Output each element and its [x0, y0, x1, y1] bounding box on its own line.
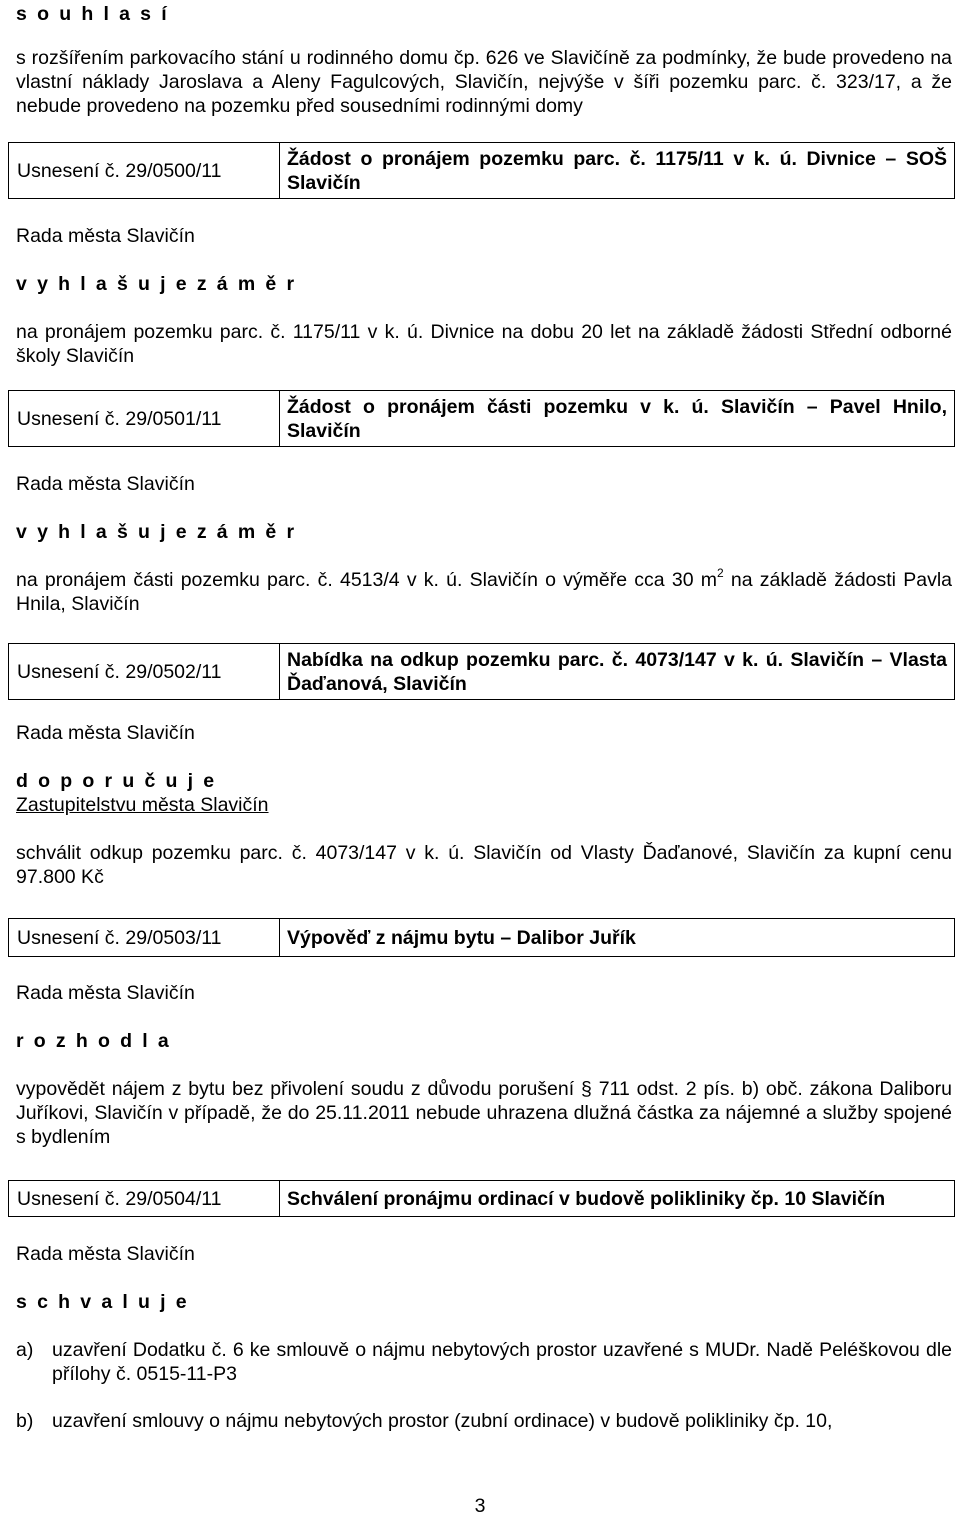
list-item-text: uzavření smlouvy o nájmu nebytových prostor (zubní ordinace) v budově polikliniky čp. 10, — [52, 1410, 833, 1432]
resolution-subject: Výpověď z nájmu bytu – Dalibor Juřík — [280, 919, 955, 957]
resolution-0504-header — [8, 1180, 955, 1217]
list-item-text: uzavření Dodatku č. 6 ke smlouvě o nájmu nebytových prostor uzavřené s MUDr. Nadě Peléškovou dle přílohy č. 0515-11-P3 — [52, 1339, 952, 1385]
resolution-subject: Nabídka na odkup pozemku parc. č. 4073/147 v k. ú. Slavičín – Vlasta Ďaďanová, Slavičín — [280, 644, 955, 700]
list-item — [16, 1409, 952, 1433]
council-name: Rada města Slavičín — [16, 473, 195, 495]
council-name: Rada města Slavičín — [16, 982, 195, 1004]
souhlasi-paragraph: s rozšířením parkovacího stání u rodinného domu čp. 626 ve Slavičíně za podmínky, že bude provedeno na vlastní náklady Jaroslava a Aleny Fagulcových, Slavičín, nejvýše v šíři pozemku parc. č. 323/17, a že nebude provedeno na pozemku před sousedními rodinnými domy — [16, 47, 952, 117]
list-marker: a) — [16, 1339, 34, 1361]
resolution-text: na pronájem pozemku parc. č. 1175/11 v k. ú. Divnice na dobu 20 let na základě žádosti Střední odborné školy Slavičín — [16, 321, 952, 367]
resolution-text: schválit odkup pozemku parc. č. 4073/147 v k. ú. Slavičín od Vlasty Ďaďanové, Slavičín za kupní cenu 97.800 Kč — [16, 842, 952, 888]
resolution-subject: Žádost o pronájem části pozemku v k. ú. Slavičín – Pavel Hnilo, Slavičín — [280, 391, 955, 447]
council-name: Rada města Slavičín — [16, 1243, 195, 1265]
verb-rozhodla: r o z h o d l a — [16, 1030, 172, 1052]
council-name: Rada města Slavičín — [16, 722, 195, 744]
verb-vyhlasuje-zamer: v y h l a š u j e z á m ě r — [16, 273, 297, 295]
resolution-number: Usnesení č. 29/0501/11 — [9, 391, 280, 447]
resolution-0502-header — [8, 643, 955, 700]
page-number: 3 — [474, 1495, 486, 1517]
resolution-subject: Schválení pronájmu ordinací v budově polikliniky čp. 10 Slavičín — [280, 1181, 955, 1217]
verb-schvaluje: s c h v a l u j e — [16, 1291, 190, 1313]
verb-souhlasi: s o u h l a s í — [16, 3, 170, 25]
council-name: Rada města Slavičín — [16, 225, 195, 247]
resolution-0503-header — [8, 918, 955, 957]
resolution-text: vypovědět nájem z bytu bez přivolení soudu z důvodu porušení § 711 odst. 2 pís. b) obč. zákona Daliboru Juříkovi, Slavičín v případě, že do 25.11.2011 nebude uhrazena dlužná částka za nájemné a služby spojené s bydlením — [16, 1078, 952, 1148]
resolution-number: Usnesení č. 29/0502/11 — [9, 644, 280, 700]
resolution-subject: Žádost o pronájem pozemku parc. č. 1175/11 v k. ú. Divnice – SOŠ Slavičín — [280, 143, 955, 199]
addressee: Zastupitelstvu města Slavičín — [16, 794, 269, 816]
list-item — [16, 1338, 952, 1386]
resolution-number: Usnesení č. 29/0503/11 — [9, 919, 280, 957]
verb-vyhlasuje-zamer: v y h l a š u j e z á m ě r — [16, 521, 297, 543]
resolution-0501-header — [8, 390, 955, 447]
resolution-number: Usnesení č. 29/0504/11 — [9, 1181, 280, 1217]
resolution-number: Usnesení č. 29/0500/11 — [9, 143, 280, 199]
resolution-text: na pronájem části pozemku parc. č. 4513/4 v k. ú. Slavičín o výměře cca 30 $m^2$ na základě žádosti Pavla Hnila, Slavičín — [16, 565, 953, 615]
resolution-0500-header — [8, 142, 955, 199]
list-marker: b) — [16, 1410, 34, 1432]
verb-doporucuje: d o p o r u č u j e — [16, 770, 217, 792]
